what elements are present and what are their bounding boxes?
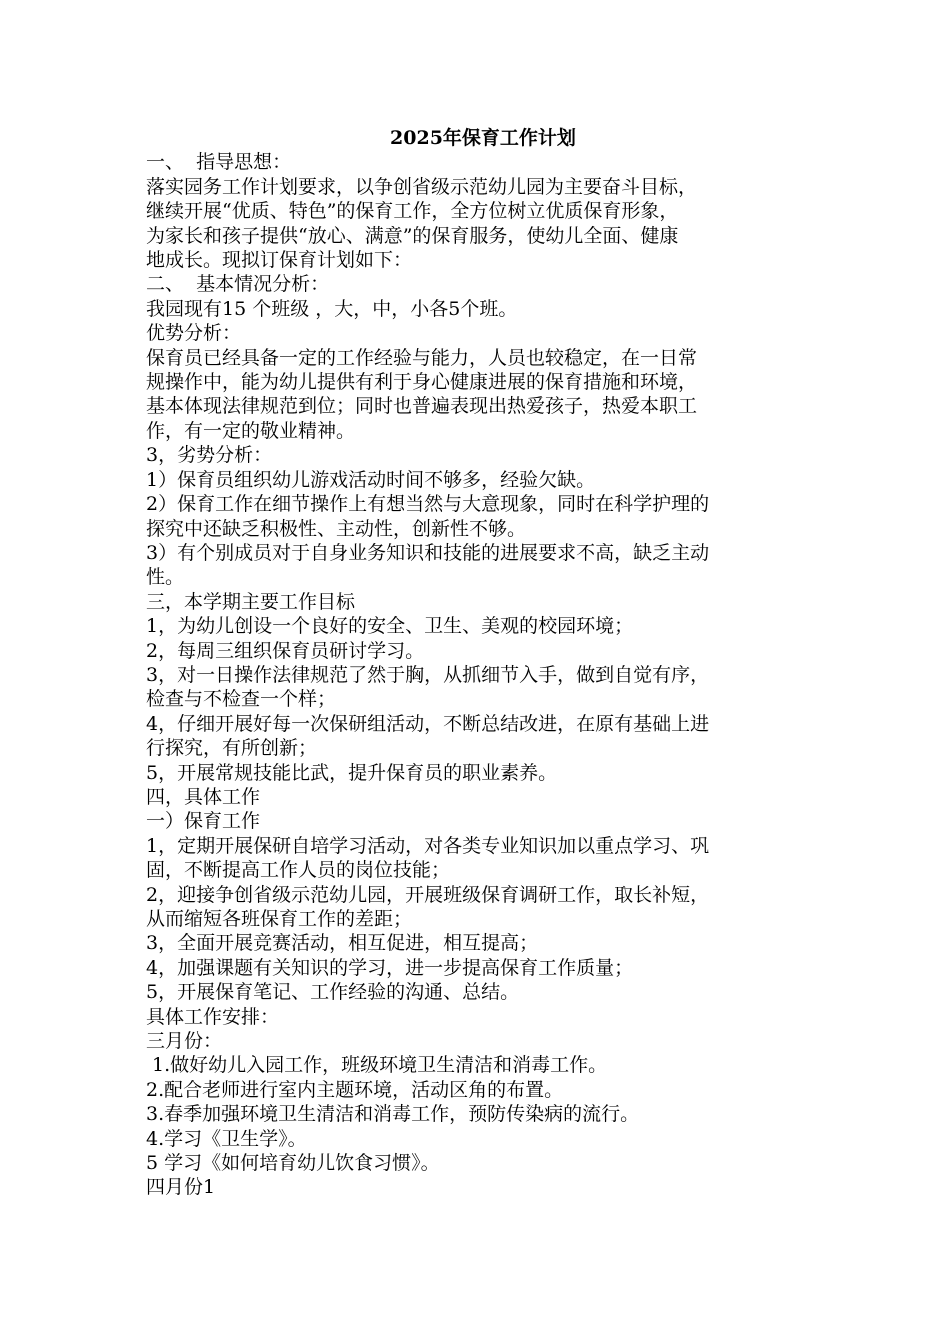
text-line: 规操作中，能为幼儿提供有利于身心健康进展的保育措施和环境， <box>146 371 698 394</box>
text-line: 3，全面开展竞赛活动，相互促进，相互提高； <box>146 932 539 955</box>
text-line: 4，加强课题有关知识的学习，进一步提高保育工作质量； <box>146 956 634 979</box>
text-line: 四月份1 <box>146 1176 216 1199</box>
text-line: 性。 <box>146 566 185 589</box>
text-line: 行探究，有所创新； <box>146 737 318 760</box>
document-body <box>146 150 816 1199</box>
text-line: 为家长和孩子提供“放心、满意”的保育服务，使幼儿全面、健康 <box>146 224 679 247</box>
text-line: 二、 基本情况分析： <box>146 273 330 296</box>
text-line: 4，仔细开展好每一次保研组活动，不断总结改进，在原有基础上进 <box>146 712 710 735</box>
text-line: 具体工作安排： <box>146 1005 280 1028</box>
text-line: 地成长。现拟订保育计划如下： <box>146 249 413 272</box>
text-line: 5，开展保育笔记、工作经验的沟通、总结。 <box>146 981 520 1004</box>
text-line: 5 学习《如何培育幼儿饮食习惯》。 <box>146 1152 440 1175</box>
text-line: 落实园务工作计划要求，以争创省级示范幼儿园为主要奋斗目标， <box>146 175 698 198</box>
text-line: 3，对一日操作法律规范了然于胸，从抓细节入手，做到自觉有序， <box>146 663 710 686</box>
text-line: 3.春季加强环境卫生清洁和消毒工作，预防传染病的流行。 <box>146 1103 640 1126</box>
text-line: 继续开展“优质、特色”的保育工作，全方位树立优质保育形象， <box>146 200 679 223</box>
text-line: 3）有个别成员对于自身业务知识和技能的进展要求不高，缺乏主动 <box>146 541 710 564</box>
text-line: 四，具体工作 <box>146 785 261 808</box>
text-line: 2）保育工作在细节操作上有想当然与大意现象，同时在科学护理的 <box>146 493 710 516</box>
document-page <box>146 126 816 1200</box>
text-line: 保育员已经具备一定的工作经验与能力，人员也较稳定，在一日常 <box>146 346 698 369</box>
document-title: 2025年保育工作计划 <box>390 127 576 149</box>
text-line: 一、 指导思想： <box>146 151 292 174</box>
text-line: 作，有一定的敬业精神。 <box>146 419 356 442</box>
text-line: 1）保育员组织幼儿游戏活动时间不够多，经验欠缺。 <box>146 468 596 491</box>
text-line: 三月份： <box>146 1030 223 1053</box>
text-line: 4.学习《卫生学》。 <box>146 1127 307 1150</box>
text-line: 2，每周三组织保育员研讨学习。 <box>146 639 425 662</box>
text-line: 3，劣势分析： <box>146 444 273 467</box>
text-line: 一）保育工作 <box>146 810 261 833</box>
text-line: 1，定期开展保研自培学习活动，对各类专业知识加以重点学习、巩 <box>146 834 710 857</box>
text-line: 2，迎接争创省级示范幼儿园，开展班级保育调研工作，取长补短， <box>146 883 710 906</box>
text-line: 三，本学期主要工作目标 <box>146 590 356 613</box>
text-line: 我园现有15 个班级 ，大，中，小各5个班。 <box>146 297 518 320</box>
text-line: 检查与不检查一个样； <box>146 688 337 711</box>
text-line: 1，为幼儿创设一个良好的安全、卫生、美观的校园环境； <box>146 615 634 638</box>
text-line: 优势分析： <box>146 322 242 345</box>
text-line: 5，开展常规技能比武，提升保育员的职业素养。 <box>146 761 558 784</box>
text-line: 基本体现法律规范到位；同时也普遍表现出热爱孩子，热爱本职工 <box>146 395 698 418</box>
text-line: 从而缩短各班保育工作的差距； <box>146 908 413 930</box>
text-line: 2.配合老师进行室内主题环境，活动区角的布置。 <box>146 1078 564 1101</box>
text-line: 固，不断提高工作人员的岗位技能； <box>146 859 451 882</box>
text-line: 探究中还缺乏积极性、主动性，创新性不够。 <box>146 517 527 540</box>
text-line: 1.做好幼儿入园工作，班级环境卫生清洁和消毒工作。 <box>146 1054 608 1077</box>
